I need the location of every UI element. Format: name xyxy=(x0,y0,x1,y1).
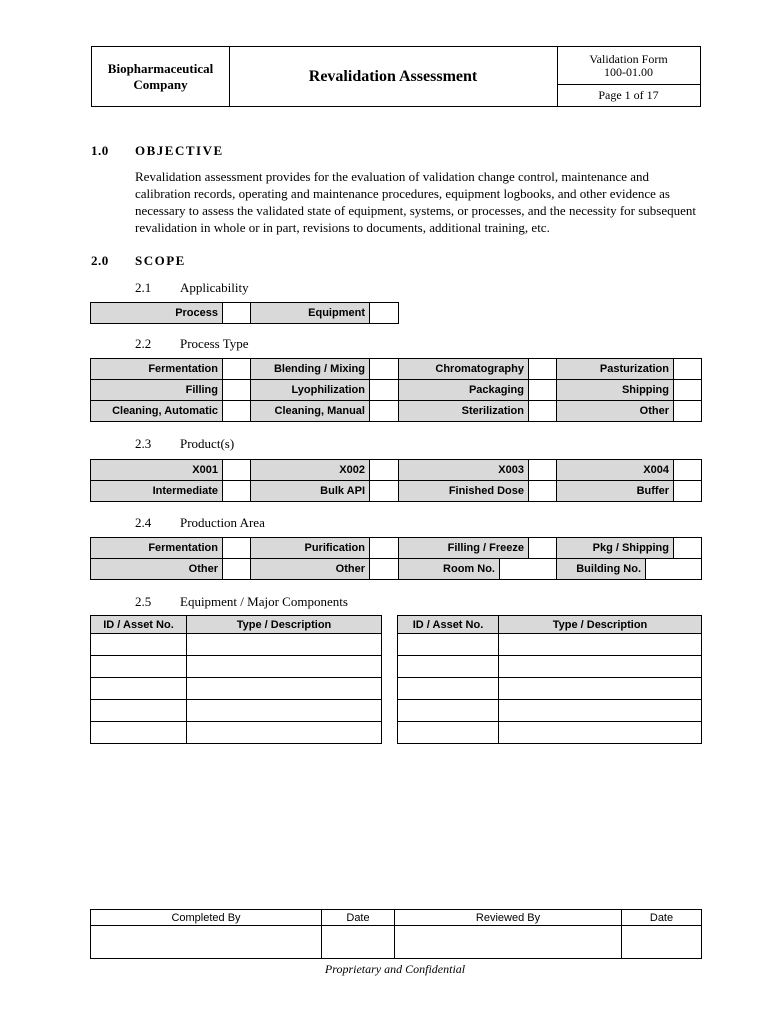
section-title-objective: OBJECTIVE xyxy=(135,143,224,158)
subsection-title-production-area: Production Area xyxy=(180,515,265,530)
product-checkbox[interactable] xyxy=(223,460,251,481)
process-type-checkbox[interactable] xyxy=(223,401,251,422)
table-row xyxy=(398,678,702,700)
table-row xyxy=(91,678,382,700)
production-area-checkbox[interactable] xyxy=(529,538,557,559)
equipment-id-cell[interactable] xyxy=(398,634,499,656)
date-header: Date xyxy=(622,910,702,926)
building-number-label: Building No. xyxy=(557,559,646,580)
reviewed-by-header: Reviewed By xyxy=(395,910,622,926)
product-label: Finished Dose xyxy=(399,481,529,502)
equipment-id-header: ID / Asset No. xyxy=(398,616,499,634)
applicability-equipment-label: Equipment xyxy=(251,303,370,324)
process-type-label: Shipping xyxy=(557,380,674,401)
production-area-checkbox[interactable] xyxy=(223,559,251,580)
production-area-table-row1 xyxy=(90,537,702,559)
equipment-type-cell[interactable] xyxy=(187,678,382,700)
equipment-table-left xyxy=(90,615,382,744)
equipment-type-cell[interactable] xyxy=(499,700,702,722)
equipment-type-header: Type / Description xyxy=(499,616,702,634)
applicability-table xyxy=(90,302,399,324)
production-area-label: Fermentation xyxy=(91,538,223,559)
product-label: Bulk API xyxy=(251,481,370,502)
process-type-checkbox[interactable] xyxy=(529,401,557,422)
subsection-number: 2.5 xyxy=(135,594,152,609)
subsection-title-equipment: Equipment / Major Components xyxy=(180,594,348,609)
equipment-type-cell[interactable] xyxy=(499,656,702,678)
process-type-label: Lyophilization xyxy=(251,380,370,401)
product-label: Buffer xyxy=(557,481,674,502)
page-number: Page 1 of 17 xyxy=(598,87,659,102)
process-type-table xyxy=(90,358,702,422)
product-checkbox[interactable] xyxy=(674,481,702,502)
product-label: X001 xyxy=(91,460,223,481)
equipment-id-header: ID / Asset No. xyxy=(91,616,187,634)
product-checkbox[interactable] xyxy=(370,481,399,502)
products-table xyxy=(90,459,702,502)
equipment-table-right xyxy=(397,615,702,744)
room-number-field[interactable] xyxy=(500,559,557,580)
subsection-title-applicability: Applicability xyxy=(180,280,249,295)
table-row xyxy=(91,722,382,744)
completed-date-field[interactable] xyxy=(322,926,395,959)
product-label: X003 xyxy=(399,460,529,481)
building-number-field[interactable] xyxy=(646,559,702,580)
subsection-title-products: Product(s) xyxy=(180,436,235,451)
process-type-checkbox[interactable] xyxy=(529,380,557,401)
table-row xyxy=(91,700,382,722)
production-area-label: Filling / Freeze xyxy=(399,538,529,559)
production-area-checkbox[interactable] xyxy=(223,538,251,559)
table-row xyxy=(398,700,702,722)
applicability-process-label: Process xyxy=(91,303,223,324)
room-number-label: Room No. xyxy=(399,559,500,580)
production-area-label: Other xyxy=(91,559,223,580)
equipment-id-cell[interactable] xyxy=(398,700,499,722)
table-row xyxy=(91,656,382,678)
signoff-table xyxy=(90,909,702,959)
production-area-label: Purification xyxy=(251,538,370,559)
company-name: Biopharmaceutical Company xyxy=(92,47,230,106)
applicability-process-checkbox[interactable] xyxy=(223,303,251,324)
process-type-checkbox[interactable] xyxy=(674,380,702,401)
process-type-checkbox[interactable] xyxy=(674,359,702,380)
equipment-id-cell[interactable] xyxy=(91,700,187,722)
table-row xyxy=(398,634,702,656)
production-area-checkbox[interactable] xyxy=(674,538,702,559)
process-type-label: Packaging xyxy=(399,380,529,401)
product-checkbox[interactable] xyxy=(529,460,557,481)
subsection-number: 2.4 xyxy=(135,515,152,530)
process-type-label: Blending / Mixing xyxy=(251,359,370,380)
production-area-checkbox[interactable] xyxy=(370,538,399,559)
date-header: Date xyxy=(322,910,395,926)
table-row xyxy=(398,656,702,678)
equipment-id-cell[interactable] xyxy=(91,634,187,656)
process-type-checkbox[interactable] xyxy=(370,380,399,401)
production-area-table-row2 xyxy=(90,558,702,580)
process-type-label: Fermentation xyxy=(91,359,223,380)
product-checkbox[interactable] xyxy=(529,481,557,502)
document-header xyxy=(91,46,701,107)
section-title-scope: SCOPE xyxy=(135,253,186,268)
process-type-checkbox[interactable] xyxy=(223,359,251,380)
equipment-id-cell[interactable] xyxy=(398,656,499,678)
process-type-checkbox[interactable] xyxy=(529,359,557,380)
subsection-title-process-type: Process Type xyxy=(180,336,249,351)
process-type-label: Cleaning, Automatic xyxy=(91,401,223,422)
production-area-label: Other xyxy=(251,559,370,580)
section-number-objective: 1.0 xyxy=(91,143,109,158)
form-number: Validation Form 100-01.00 xyxy=(557,47,700,85)
production-area-label: Pkg / Shipping xyxy=(557,538,674,559)
equipment-id-cell[interactable] xyxy=(398,722,499,744)
process-type-checkbox[interactable] xyxy=(674,401,702,422)
process-type-label: Chromatography xyxy=(399,359,529,380)
equipment-id-cell[interactable] xyxy=(398,678,499,700)
subsection-number: 2.2 xyxy=(135,336,152,351)
equipment-type-cell[interactable] xyxy=(187,722,382,744)
subsection-number: 2.1 xyxy=(135,280,152,295)
product-label: X002 xyxy=(251,460,370,481)
document-title: Revalidation Assessment xyxy=(229,47,558,106)
product-checkbox[interactable] xyxy=(674,460,702,481)
equipment-id-cell[interactable] xyxy=(91,722,187,744)
product-checkbox[interactable] xyxy=(370,460,399,481)
equipment-type-cell[interactable] xyxy=(499,678,702,700)
section-number-scope: 2.0 xyxy=(91,253,109,268)
objective-text: Revalidation assessment provides for the evaluation of validation change control, maintenance and calibration records, operating and maintenance procedures, equipment logbooks, and other evidence as necessary to assess the validated state of equipment, systems, or processes, and the necessity for subsequent revalidation in whole or in part, revisions to documents, additional training, etc. xyxy=(135,169,697,235)
process-type-checkbox[interactable] xyxy=(370,401,399,422)
equipment-type-cell[interactable] xyxy=(499,722,702,744)
process-type-label: Other xyxy=(557,401,674,422)
footer-confidential: Proprietary and Confidential xyxy=(324,962,466,976)
product-label: X004 xyxy=(557,460,674,481)
subsection-number: 2.3 xyxy=(135,436,152,451)
process-type-label: Pasturization xyxy=(557,359,674,380)
reviewed-date-field[interactable] xyxy=(622,926,702,959)
equipment-type-cell[interactable] xyxy=(187,700,382,722)
product-label: Intermediate xyxy=(91,481,223,502)
reviewed-by-field[interactable] xyxy=(395,926,622,959)
process-type-label: Sterilization xyxy=(399,401,529,422)
production-area-checkbox[interactable] xyxy=(370,559,399,580)
table-row xyxy=(398,722,702,744)
equipment-type-cell[interactable] xyxy=(187,656,382,678)
applicability-equipment-checkbox[interactable] xyxy=(370,303,399,324)
equipment-type-header: Type / Description xyxy=(187,616,382,634)
equipment-type-cell[interactable] xyxy=(187,634,382,656)
product-checkbox[interactable] xyxy=(223,481,251,502)
table-row xyxy=(91,634,382,656)
process-type-label: Filling xyxy=(91,380,223,401)
process-type-checkbox[interactable] xyxy=(370,359,399,380)
equipment-id-cell[interactable] xyxy=(91,656,187,678)
process-type-checkbox[interactable] xyxy=(223,380,251,401)
equipment-type-cell[interactable] xyxy=(499,634,702,656)
process-type-label: Cleaning, Manual xyxy=(251,401,370,422)
equipment-id-cell[interactable] xyxy=(91,678,187,700)
completed-by-header: Completed By xyxy=(91,910,322,926)
completed-by-field[interactable] xyxy=(91,926,322,959)
